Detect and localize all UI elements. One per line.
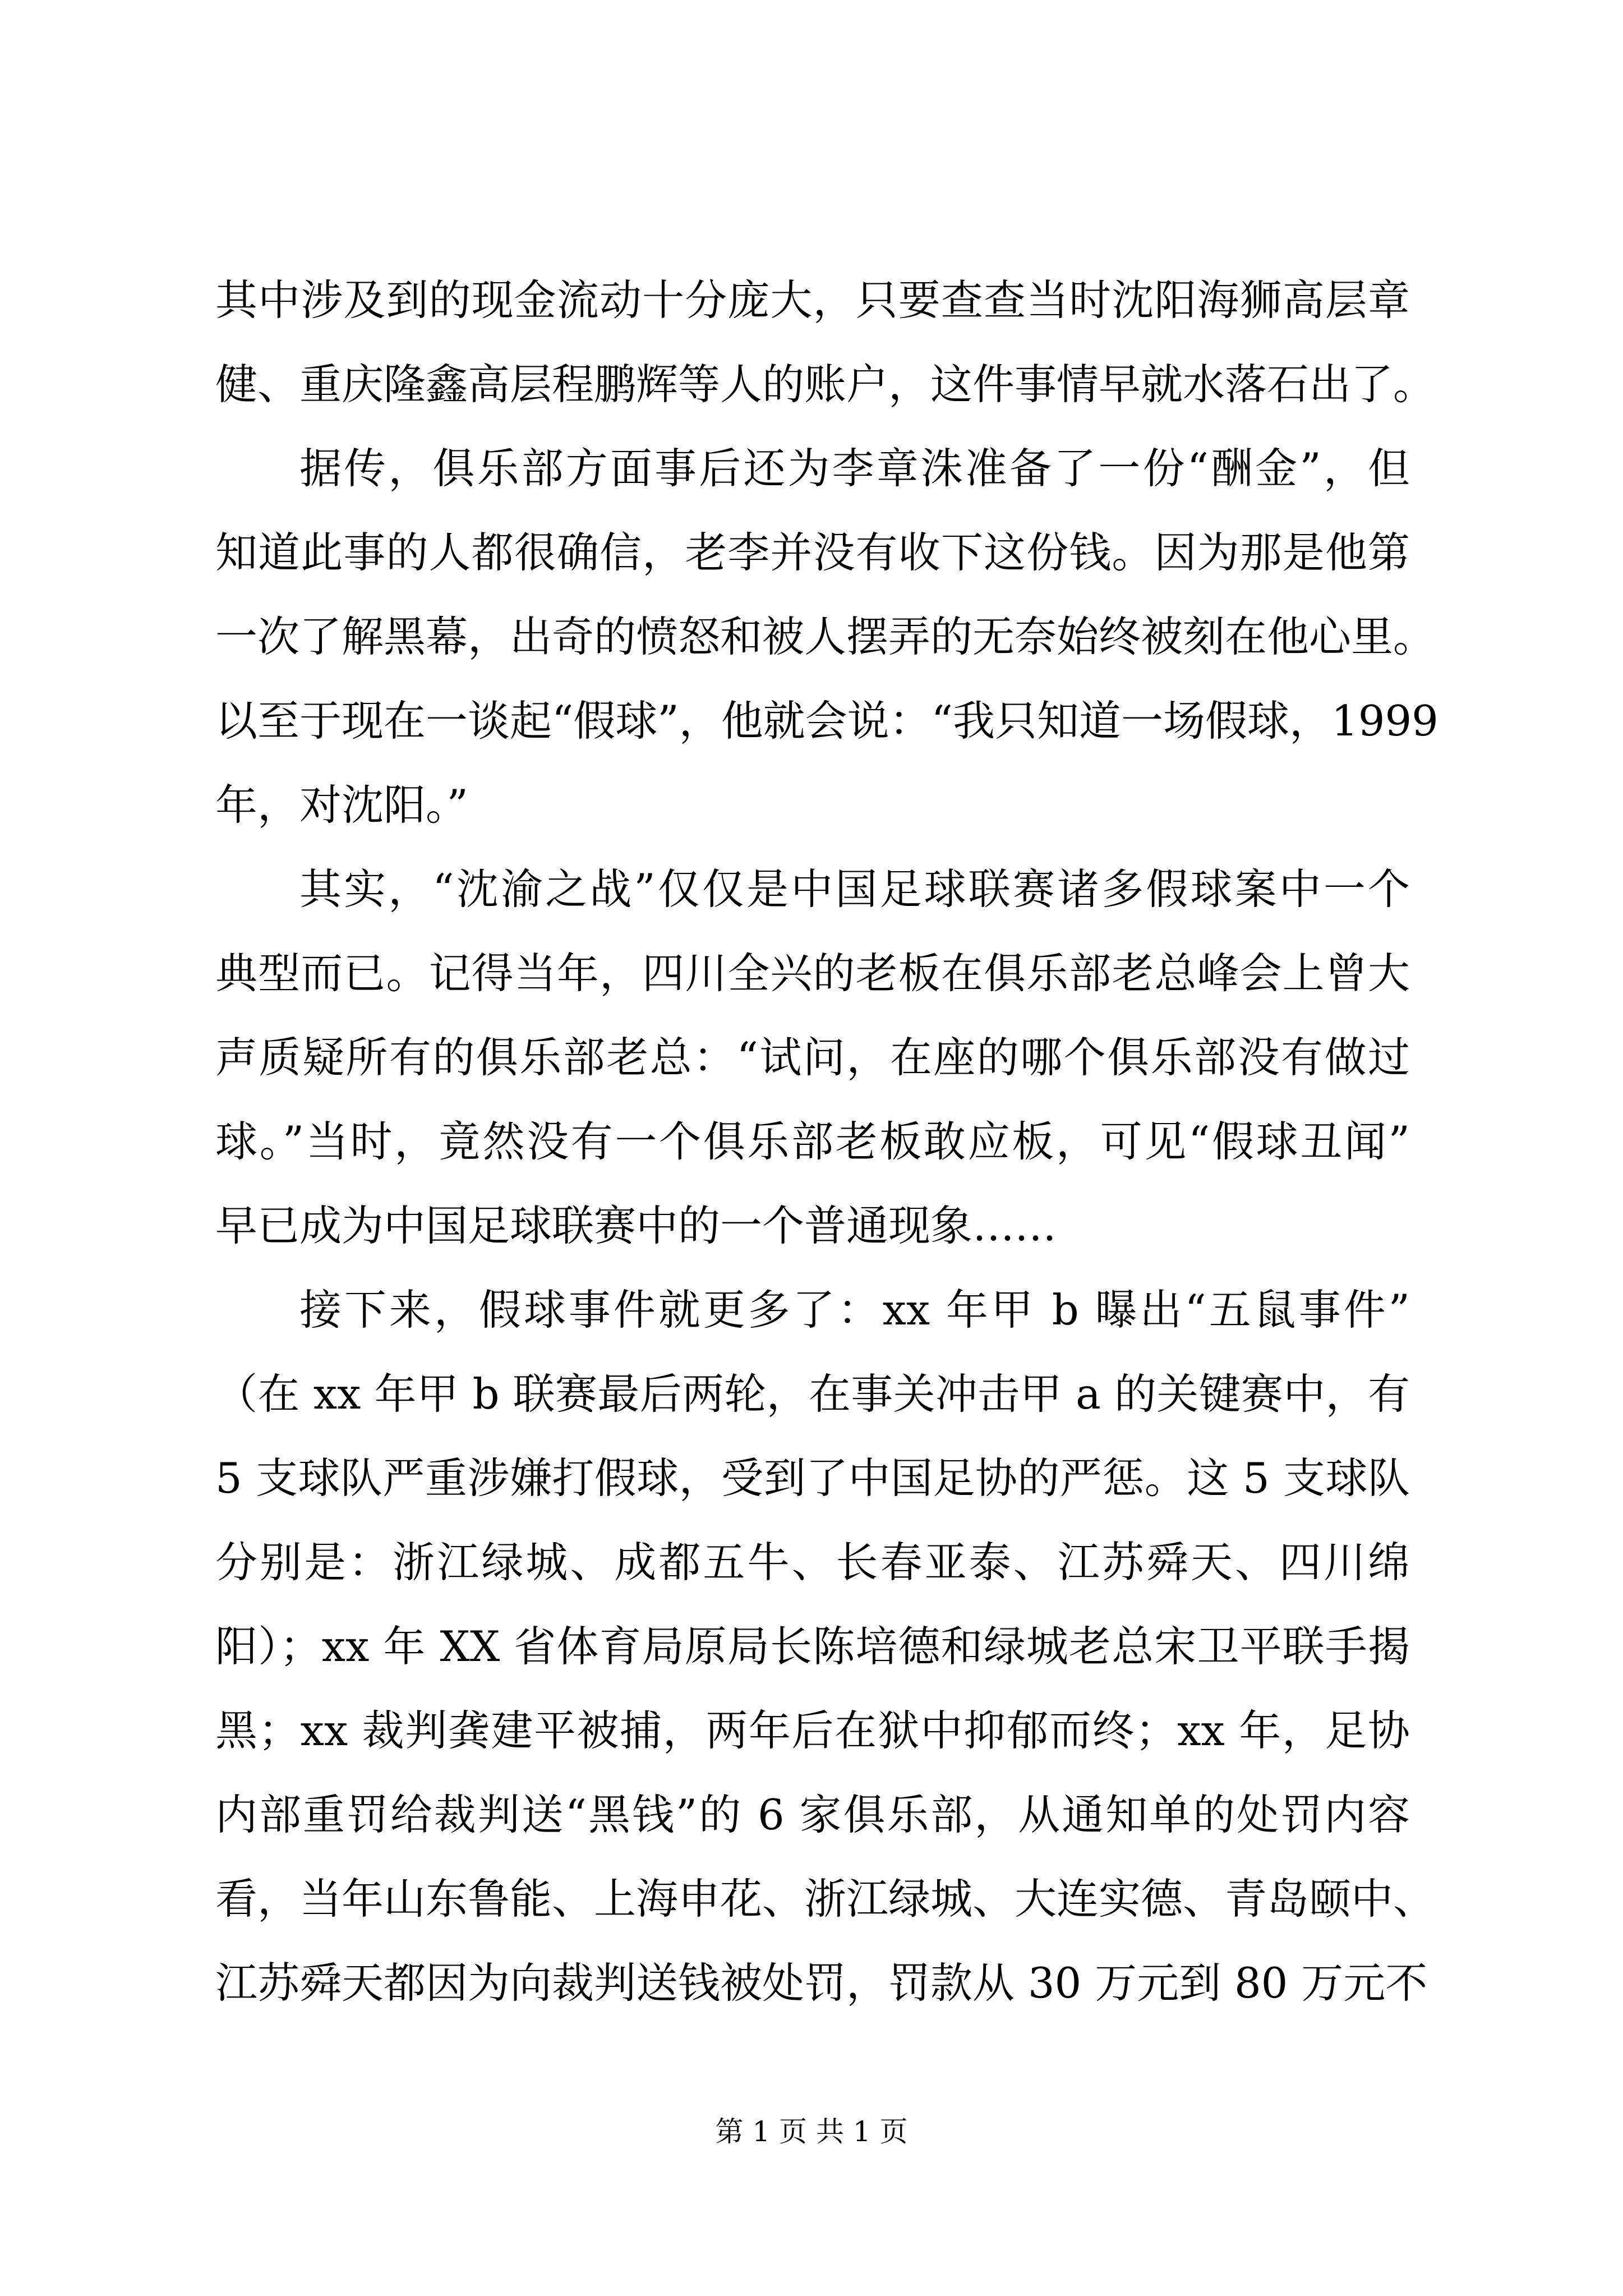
text-line: 5 支球队严重涉嫌打假球，受到了中国足协的严惩。这 5 支球队 (215, 1453, 1410, 1503)
text-line: 其中涉及到的现金流动十分庞大，只要查查当时沈阳海狮高层章 (215, 275, 1410, 325)
text-line: 接下来，假球事件就更多了：xx 年甲 b 曝出“五鼠事件” (299, 1285, 1410, 1335)
body-text (215, 258, 1438, 2025)
text-line: （在 xx 年甲 b 联赛最后两轮，在事关冲击甲 a 的关键赛中，有 (215, 1369, 1410, 1419)
text-line: 内部重罚给裁判送“黑钱”的 6 家俱乐部，从通知单的处罚内容 (215, 1790, 1410, 1839)
text-line: 看，当年山东鲁能、上海申花、浙江绿城、大连实德、青岛颐中、 (215, 1874, 1436, 1924)
text-line: 黑；xx 裁判龚建平被捕，两年后在狱中抑郁而终；xx 年，足协 (215, 1706, 1410, 1755)
text-line: 据传，俱乐部方面事后还为李章洙准备了一份“酬金”，但 (299, 444, 1410, 493)
text-line: 江苏舜天都因为向裁判送钱被处罚，罚款从 30 万元到 80 万元不 (215, 1958, 1428, 2008)
text-line: 知道此事的人都很确信，老李并没有收下这份钱。因为那是他第 (215, 528, 1410, 577)
text-line: 年，对沈阳。” (215, 780, 468, 830)
text-line: 典型而已。记得当年，四川全兴的老板在俱乐部老总峰会上曾大 (215, 949, 1410, 998)
text-line: 阳）；xx 年 XX 省体育局原局长陈培德和绿城老总宋卫平联手揭 (215, 1622, 1410, 1671)
text-line: 球。”当时，竟然没有一个俱乐部老板敢应板，可见“假球丑闻” (215, 1117, 1410, 1166)
text-line: 健、重庆隆鑫高层程鹏辉等人的账户，这件事情早就水落石出了。 (215, 360, 1436, 409)
text-line: 一次了解黑幕，出奇的愤怒和被人摆弄的无奈始终被刻在他心里。 (215, 612, 1436, 661)
text-line: 早已成为中国足球联赛中的一个普通现象…… (215, 1201, 1057, 1250)
text-line: 以至于现在一谈起“假球”，他就会说：“我只知道一场假球，1999 (215, 696, 1438, 746)
page-footer: 第 1 页 共 1 页 (715, 2115, 908, 2148)
text-line: 其实，“沈渝之战”仅仅是中国足球联赛诸多假球案中一个 (299, 864, 1410, 914)
text-line: 声质疑所有的俱乐部老总：“试问，在座的哪个俱乐部没有做过 (215, 1033, 1410, 1082)
text-line: 分别是：浙江绿城、成都五牛、长春亚泰、江苏舜天、四川绵 (215, 1538, 1410, 1587)
